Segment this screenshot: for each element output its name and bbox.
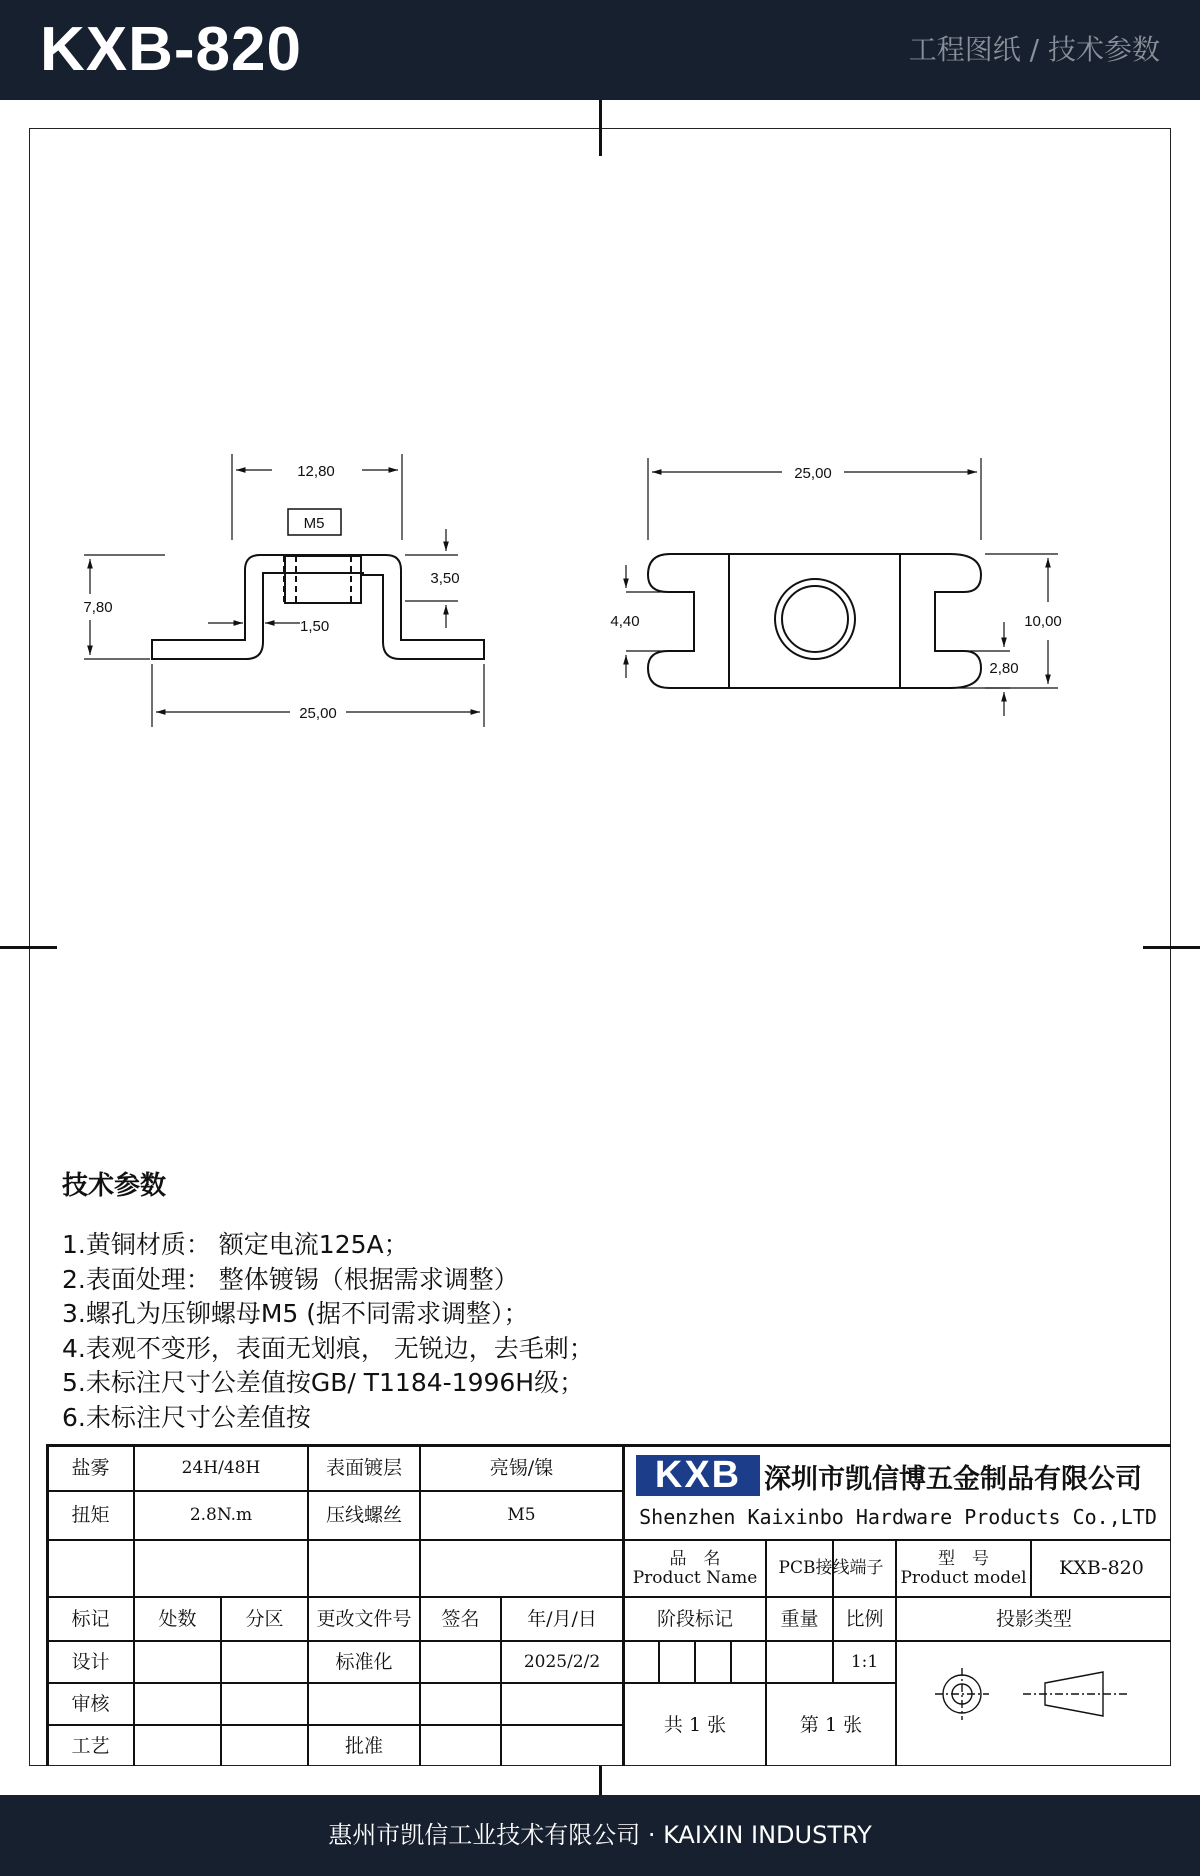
document-type-label: 工程图纸 / 技术参数 <box>908 33 1160 66</box>
top-view-outline <box>648 554 981 688</box>
hdr-change-doc: 更改文件号 <box>316 1607 412 1630</box>
dim-height: 7,80 <box>83 599 113 616</box>
product-model-value: KXB-820 <box>1059 1557 1144 1580</box>
standardize-label: 标准化 <box>335 1650 393 1673</box>
center-mark-bottom <box>599 1766 602 1796</box>
sheets-total: 共 1 张 <box>663 1713 727 1736</box>
product-name-en: Product Name <box>632 1567 758 1588</box>
dim-thickness: 1,50 <box>300 618 330 635</box>
nut-inner-circle <box>782 586 848 652</box>
sheet-number: 第 1 张 <box>799 1713 863 1736</box>
scale-value: 1:1 <box>850 1651 879 1672</box>
spec-item: 6.未标注尺寸公差值按 <box>62 1402 311 1432</box>
review-label: 审核 <box>71 1692 110 1715</box>
spec-item: 1.黄铜材质： 额定电流125A； <box>62 1230 409 1259</box>
process-label: 工艺 <box>71 1734 110 1757</box>
specs-title: 技术参数 <box>62 1171 167 1201</box>
salt-spray-value: 24H/48H <box>181 1457 261 1478</box>
spec-item: 3.螺孔为压铆螺母M5 (据不同需求调整）； <box>62 1299 529 1328</box>
hdr-count: 处数 <box>158 1607 197 1630</box>
technical-drawing <box>0 0 1200 760</box>
plating-value: 亮锡/镍 <box>489 1456 554 1479</box>
hdr-date: 年/月/日 <box>527 1607 597 1630</box>
center-mark-left <box>0 946 57 949</box>
projection-symbol <box>897 1642 1171 1766</box>
design-label: 设计 <box>71 1650 110 1673</box>
product-model-label <box>897 1541 1030 1596</box>
plating-label: 表面镀层 <box>325 1456 402 1479</box>
footer-company-text: 惠州市凯信工业技术有限公司 · KAIXIN INDUSTRY <box>328 1821 872 1849</box>
nut-outer-circle <box>775 579 855 659</box>
hdr-weight: 重量 <box>780 1607 819 1630</box>
hdr-projection: 投影类型 <box>995 1607 1072 1630</box>
company-logo: KXB <box>636 1455 760 1496</box>
hdr-sign: 签名 <box>441 1607 480 1630</box>
side-view <box>84 454 484 727</box>
footer-bar <box>0 1795 1200 1876</box>
hdr-mark: 标记 <box>71 1607 110 1630</box>
hdr-stage: 阶段标记 <box>656 1607 733 1630</box>
dim-top-height: 10,00 <box>1024 613 1062 630</box>
dim-top-total-width: 25,00 <box>794 465 832 482</box>
dim-step: 3,50 <box>430 570 460 587</box>
center-mark-right <box>1143 946 1200 949</box>
dim-side-total-width: 25,00 <box>299 705 337 722</box>
company-name-cn: 深圳市凯信博五金制品有限公司 <box>764 1463 1142 1495</box>
dim-m5-label: M5 <box>303 515 325 532</box>
top-view <box>626 458 1058 716</box>
dim-hole-offset: 2,80 <box>989 660 1019 677</box>
spec-item: 5.未标注尺寸公差值按GB/ T1184-1996H级； <box>62 1368 585 1397</box>
spec-item: 4.表观不变形，表面无划痕， 无锐边，去毛刺； <box>62 1333 594 1363</box>
spec-item: 2.表面处理： 整体镀锡（根据需求调整） <box>62 1264 519 1294</box>
product-model-cn: 型 号 <box>938 1548 989 1569</box>
side-view-dimensions <box>83 463 459 722</box>
product-name-value: PCB接线端子 <box>778 1558 884 1579</box>
salt-spray-label: 盐雾 <box>71 1456 110 1479</box>
hdr-zone: 分区 <box>245 1607 284 1630</box>
date-value: 2025/2/2 <box>523 1651 601 1672</box>
torque-value: 2.8N.m <box>189 1505 253 1526</box>
screw-label: 压线螺丝 <box>325 1504 402 1527</box>
screw-value: M5 <box>507 1505 536 1526</box>
hdr-scale: 比例 <box>845 1607 884 1630</box>
dim-top-width: 12,80 <box>297 463 335 480</box>
product-name-cn: 品 名 <box>669 1548 721 1569</box>
company-name-en: Shenzhen Kaixinbo Hardware Products Co.,LTD <box>639 1505 1157 1529</box>
dim-slot: 4,40 <box>610 613 640 630</box>
specs-list <box>62 1228 594 1435</box>
approve-label: 批准 <box>344 1734 383 1757</box>
product-name-label <box>625 1541 765 1596</box>
model-title: KXB-820 <box>40 15 302 84</box>
product-model-en: Product model <box>900 1567 1027 1588</box>
torque-label: 扭矩 <box>71 1504 110 1527</box>
